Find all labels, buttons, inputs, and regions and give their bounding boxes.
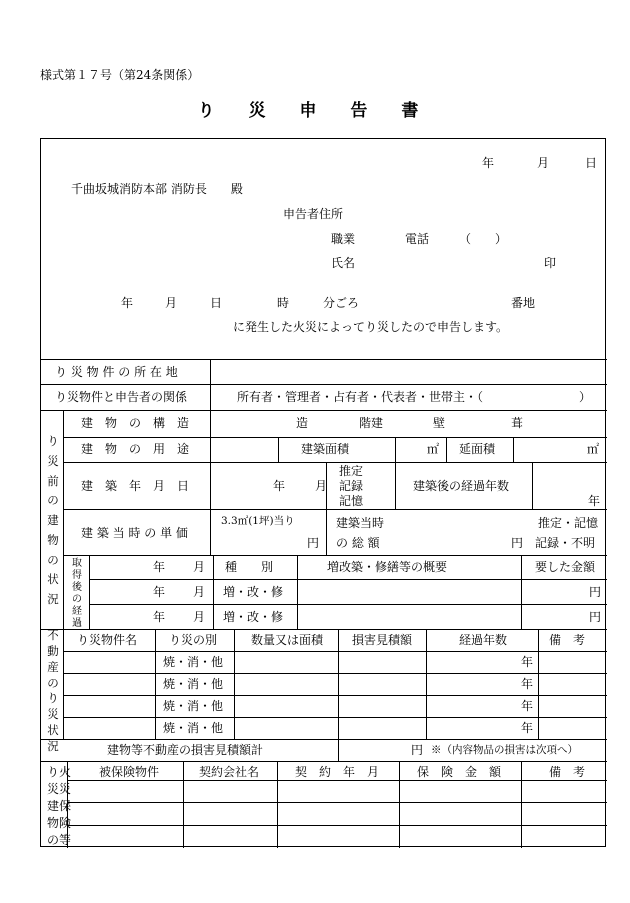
fire-day: 日 xyxy=(210,296,223,310)
rule xyxy=(538,629,539,739)
location-label: り 災 物 件 の 所 在 地 xyxy=(55,365,178,379)
fire-address-label: 番地 xyxy=(511,296,536,310)
record-label: 記録 xyxy=(339,479,364,493)
form-frame xyxy=(40,138,606,847)
fire-month: 月 xyxy=(165,296,178,310)
total-cost-label: 建築当時 xyxy=(336,516,385,530)
insurance-label-line: 建保 xyxy=(47,799,72,813)
realestate-header-damage: 損害見積額 xyxy=(352,633,413,647)
rule xyxy=(446,437,447,462)
fire-minute: 分ごろ xyxy=(323,296,360,310)
rule xyxy=(89,579,607,580)
after-row-month: 月 xyxy=(193,585,206,599)
occupation-label: 職業 xyxy=(331,232,356,246)
rule xyxy=(41,629,607,630)
realestate-section-label: 不 動 産 の り 災 状 況 xyxy=(47,628,59,754)
insurance-header-company: 契約会社名 xyxy=(199,765,260,779)
seal-label: 印 xyxy=(544,256,557,270)
document-title: り 災 申 告 書 xyxy=(197,101,433,121)
use-label: 建 物 の 用 途 xyxy=(81,442,190,456)
floor-area-label: 建築面積 xyxy=(301,442,350,456)
built-year: 年 xyxy=(273,479,286,493)
rule xyxy=(89,555,90,629)
estimate-label: 推定 xyxy=(339,464,364,478)
insurance-label-line: 災災 xyxy=(47,782,72,796)
realestate-header-years: 経過年数 xyxy=(459,633,508,647)
area-unit: ㎡ xyxy=(587,442,600,456)
insurance-label-line: 物険 xyxy=(47,816,72,830)
built-month: 月 xyxy=(315,479,328,493)
date-year: 年 xyxy=(482,156,495,170)
unit-price-label: 建 築 当 時 の 単 価 xyxy=(81,526,188,540)
rule xyxy=(521,555,522,629)
after-row-year: 年 xyxy=(153,610,166,624)
insurance-label-line: り火 xyxy=(47,765,72,779)
realestate-note: ※（内容物品の損害は次項へ） xyxy=(431,744,578,756)
fire-hour: 時 xyxy=(277,296,290,310)
building-section-label: り 災 前 の 建 物 の 状 況 xyxy=(47,434,59,607)
realestate-row-years: 年 xyxy=(521,721,534,735)
realestate-header-kind: り災の別 xyxy=(169,633,218,647)
after-row-cost: 円 xyxy=(589,610,602,624)
name-label: 氏名 xyxy=(331,256,356,270)
rule xyxy=(67,825,607,826)
insurance-header-contract-date: 契 約 年 月 xyxy=(295,765,380,779)
rule xyxy=(155,629,156,739)
realestate-header-notes: 備 考 xyxy=(549,633,586,647)
after-row-type: 増・改・修 xyxy=(223,585,284,599)
structure-floors: 階建 xyxy=(359,416,384,430)
rule xyxy=(210,359,211,555)
memory-label: 記憶 xyxy=(339,494,364,508)
per-tsubo-label: 3.3㎡(1坪)当り xyxy=(221,515,295,527)
rule xyxy=(41,739,607,740)
rule xyxy=(326,462,327,555)
rule xyxy=(63,462,607,463)
built-date-label: 建 築 年 月 日 xyxy=(81,479,190,493)
rule xyxy=(277,761,278,848)
rule xyxy=(63,717,607,718)
unit-price-yen: 円 xyxy=(307,536,320,550)
rule xyxy=(521,761,522,848)
structure-roof: 葺 xyxy=(511,416,524,430)
after-summary-header: 増改築・修繕等の概要 xyxy=(327,560,448,574)
after-row-year: 年 xyxy=(153,560,166,574)
declaration-statement: に発生した火災によってり災したので申告します。 xyxy=(233,320,509,334)
realestate-header-name: り災物件名 xyxy=(77,633,138,647)
rule xyxy=(63,695,607,696)
realestate-header-quantity: 数量又は面積 xyxy=(251,633,324,647)
area-unit: ㎡ xyxy=(427,442,440,456)
structure-wall: 壁 xyxy=(433,416,446,430)
insurance-header-item: 被保険物件 xyxy=(99,765,160,779)
elapsed-years-label: 建築後の経過年数 xyxy=(413,479,510,493)
realestate-row-kind: 焼・消・他 xyxy=(163,655,224,669)
structure-zou: 造 xyxy=(296,416,309,430)
addressee: 千曲坂城消防本部 消防長 殿 xyxy=(71,182,243,196)
form-number: 様式第１７号（第24条関係） xyxy=(40,68,200,82)
after-row-type: 増・改・修 xyxy=(223,610,284,624)
rule xyxy=(183,761,184,848)
rule xyxy=(213,555,214,629)
rule xyxy=(67,802,607,803)
rule xyxy=(395,437,396,509)
total-area-label: 延面積 xyxy=(459,442,496,456)
rule xyxy=(297,555,298,629)
realestate-row-kind: 焼・消・他 xyxy=(163,677,224,691)
date-day: 日 xyxy=(585,156,598,170)
total-cost-label: の 総 額 xyxy=(336,536,380,550)
elapsed-years-unit: 年 xyxy=(588,494,601,508)
relation-label: り災物件と申告者の関係 xyxy=(55,390,188,404)
rule xyxy=(513,437,514,462)
rule xyxy=(41,761,607,762)
rule xyxy=(426,629,427,739)
realestate-total-label: 建物等不動産の損害見積額計 xyxy=(107,743,264,757)
rule xyxy=(41,384,607,385)
rule xyxy=(338,629,339,761)
realestate-total-yen: 円 xyxy=(411,743,424,757)
structure-label: 建 物 の 構 造 xyxy=(81,416,190,430)
rule xyxy=(234,629,235,739)
rule xyxy=(63,651,607,652)
insurance-label-line: の等 xyxy=(47,833,72,847)
rule xyxy=(532,462,533,509)
rule xyxy=(278,437,279,462)
after-row-month: 月 xyxy=(193,560,206,574)
rule xyxy=(63,410,64,739)
record-unknown-options: 円 記録・不明 xyxy=(511,536,596,550)
rule xyxy=(399,761,400,848)
after-row-year: 年 xyxy=(153,585,166,599)
phone-label: 電話 （ ） xyxy=(405,232,508,246)
relation-options[interactable]: 所有者・管理者・占有者・代表者・世帯主・（ ） xyxy=(237,390,592,404)
realestate-row-kind: 焼・消・他 xyxy=(163,699,224,713)
fire-year: 年 xyxy=(121,296,134,310)
after-acquisition-label: 取 得 後 の 経 過 xyxy=(72,558,82,629)
rule xyxy=(67,780,607,781)
after-cost-header: 要した金額 xyxy=(535,560,596,574)
date-month: 月 xyxy=(537,156,550,170)
insurance-header-amount: 保 険 金 額 xyxy=(417,765,502,779)
rule xyxy=(89,604,607,605)
insurance-header-notes: 備 考 xyxy=(549,765,586,779)
after-type-header: 種 別 xyxy=(225,560,274,574)
rule xyxy=(63,509,607,510)
realestate-row-kind: 焼・消・他 xyxy=(163,721,224,735)
rule xyxy=(63,555,607,556)
rule xyxy=(63,437,607,438)
realestate-row-years: 年 xyxy=(521,655,534,669)
rule xyxy=(63,673,607,674)
after-row-cost: 円 xyxy=(589,585,602,599)
estimate-memory-options: 推定・記憶 xyxy=(538,516,599,530)
rule xyxy=(41,410,607,411)
after-row-month: 月 xyxy=(193,610,206,624)
applicant-address-label: 申告者住所 xyxy=(283,207,344,221)
rule xyxy=(41,359,607,360)
realestate-row-years: 年 xyxy=(521,677,534,691)
realestate-row-years: 年 xyxy=(521,699,534,713)
